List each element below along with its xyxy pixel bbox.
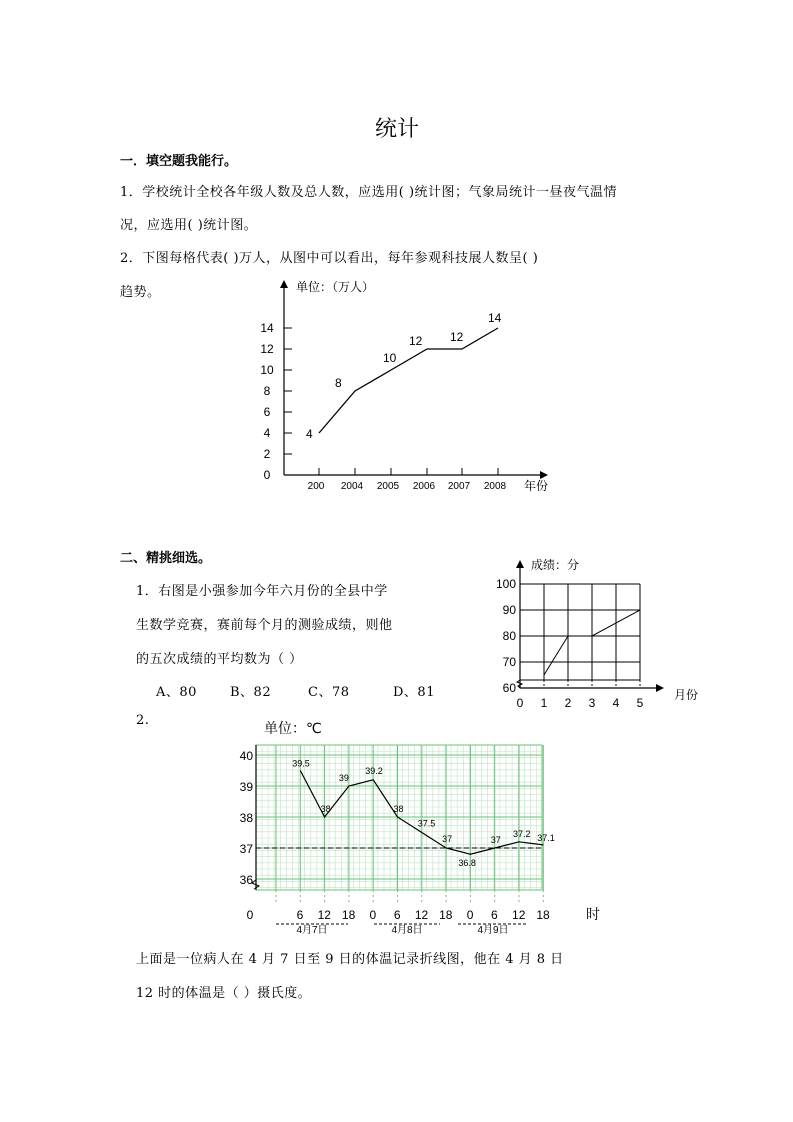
x-axis-arrow bbox=[540, 471, 548, 479]
x-tick-label: 6 bbox=[296, 908, 304, 922]
y-tick-label: 10 bbox=[260, 363, 274, 377]
x-axis-label: 时 bbox=[586, 906, 600, 922]
data-label: 4 bbox=[306, 427, 313, 441]
data-label: 39.5 bbox=[292, 758, 310, 769]
date-label: 4月7日 bbox=[296, 925, 328, 936]
option-c: C、78 bbox=[308, 685, 350, 700]
x-tick-label: 6 bbox=[491, 908, 498, 922]
x-tick-label: 2004 bbox=[340, 481, 364, 492]
data-label: 37 bbox=[490, 835, 501, 845]
s2-q2-line1: 上面是一位病人在 4 月 7 日至 9 日的体温记录折线图，他在 4 月 8 日 bbox=[136, 952, 564, 967]
x-tick-label: 2007 bbox=[447, 481, 471, 492]
x-tick-label: 0 bbox=[369, 908, 377, 922]
x-tick-label: 200 bbox=[307, 481, 325, 492]
y-tick-label: 4 bbox=[263, 426, 271, 440]
y-tick-label: 36 bbox=[239, 873, 253, 887]
x-tick-label: 5 bbox=[636, 696, 644, 710]
y-tick-label: 39 bbox=[239, 780, 253, 794]
page-title: 统计 bbox=[375, 117, 420, 142]
x-tick-label: 3 bbox=[588, 696, 596, 710]
y-tick-label: 0 bbox=[263, 468, 271, 482]
x-tick-label: 18 bbox=[439, 908, 453, 922]
unit-label: 单位：℃ bbox=[264, 720, 322, 736]
x-axis-label: 年份 bbox=[524, 479, 549, 493]
y-tick-label: 37 bbox=[239, 842, 253, 856]
y-tick-label: 80 bbox=[502, 629, 516, 643]
data-label: 37.1 bbox=[537, 832, 555, 843]
x-tick-label: 12 bbox=[317, 908, 331, 922]
data-label: 39.2 bbox=[365, 765, 383, 776]
s1-q2-line1: 2．下图每格代表( )万人，从图中可以看出，每年参观科技展人数呈( ) bbox=[120, 251, 539, 266]
x-tick-label: 2008 bbox=[483, 481, 507, 492]
date-label: 4月9日 bbox=[477, 925, 509, 936]
data-label: 12 bbox=[409, 334, 423, 348]
x-tick-label: 2006 bbox=[412, 481, 436, 492]
data-label: 37.2 bbox=[513, 828, 531, 839]
x-tick-label: 0 bbox=[466, 908, 474, 922]
data-label: 14 bbox=[488, 311, 502, 325]
option-b: B、82 bbox=[230, 685, 272, 700]
x-tick-label: 6 bbox=[393, 908, 401, 922]
section1-heading: 一．填空题我能行。 bbox=[120, 154, 238, 169]
data-label: 37 bbox=[442, 834, 453, 844]
s1-q1-line2: 况，应选用( )统计图。 bbox=[120, 218, 258, 233]
y-tick-label: 40 bbox=[239, 749, 253, 763]
y-axis-arrow bbox=[516, 560, 524, 568]
s2-q2-label: 2. bbox=[136, 713, 150, 728]
x-tick-label: 0 bbox=[516, 696, 524, 710]
x-tick-label: 2 bbox=[564, 696, 572, 710]
section2-heading: 二、精挑细选。 bbox=[120, 551, 212, 566]
y-tick-label: 100 bbox=[495, 577, 516, 591]
unit-label: 成绩：分 bbox=[531, 558, 580, 572]
x-tick-label: 12 bbox=[414, 908, 429, 922]
x-tick-label: 18 bbox=[341, 908, 356, 922]
y-tick-label: 8 bbox=[263, 384, 271, 398]
visitors-line-chart bbox=[250, 272, 570, 497]
y-axis-arrow bbox=[280, 280, 288, 288]
y-tick-label: 38 bbox=[239, 811, 253, 825]
y-tick-label: 90 bbox=[502, 603, 516, 617]
x-tick-label: 1 bbox=[540, 696, 548, 710]
unit-label: 单位：（万人） bbox=[296, 280, 375, 294]
data-label: 39 bbox=[338, 773, 349, 783]
date-label: 4月8日 bbox=[391, 925, 423, 936]
y-tick-label: 70 bbox=[502, 655, 516, 669]
s2-q1-line2: 生数学竞赛，赛前每个月的测验成绩，则他 bbox=[136, 618, 393, 633]
option-a: A、80 bbox=[156, 685, 197, 700]
y-tick-label: 14 bbox=[260, 321, 274, 335]
x-axis-arrow bbox=[656, 684, 664, 692]
y-tick-label: 12 bbox=[260, 342, 274, 356]
x-tick-label: 18 bbox=[536, 908, 550, 922]
x-tick-label: 2005 bbox=[376, 481, 400, 492]
s2-q2-line2: 12 时的体温是（ ）摄氏度。 bbox=[136, 986, 312, 1001]
scores-line-chart bbox=[488, 548, 708, 713]
data-label: 8 bbox=[335, 376, 342, 390]
data-label: 36.8 bbox=[458, 858, 476, 869]
series-segment bbox=[544, 636, 568, 675]
y-tick-label: 6 bbox=[263, 405, 271, 419]
x-tick-label: 12 bbox=[512, 908, 526, 922]
s1-q1-line1: 1．学校统计全校各年级人数及总人数，应选用( )统计图；气象局统计一昼夜气温情 bbox=[120, 185, 618, 200]
y-tick-label: 60 bbox=[502, 681, 516, 695]
x-tick-label: 4 bbox=[612, 696, 620, 710]
data-label: 12 bbox=[450, 330, 464, 344]
s2-q1-line1: 1．右图是小强参加今年六月份的全县中学 bbox=[136, 584, 388, 599]
option-d: D、81 bbox=[393, 685, 435, 700]
y-tick-label: 2 bbox=[263, 447, 271, 461]
x-tick-label: 0 bbox=[246, 908, 254, 922]
s2-q1-line3: 的五次成绩的平均数为（ ） bbox=[136, 652, 303, 667]
data-label: 38 bbox=[320, 804, 331, 814]
data-label: 38 bbox=[393, 804, 404, 814]
temperature-line-chart bbox=[228, 715, 618, 940]
data-label: 37.5 bbox=[417, 818, 436, 829]
data-label: 10 bbox=[383, 351, 397, 365]
s1-q2-line2: 趋势。 bbox=[120, 285, 161, 300]
x-axis-label: 月份 bbox=[674, 688, 699, 702]
